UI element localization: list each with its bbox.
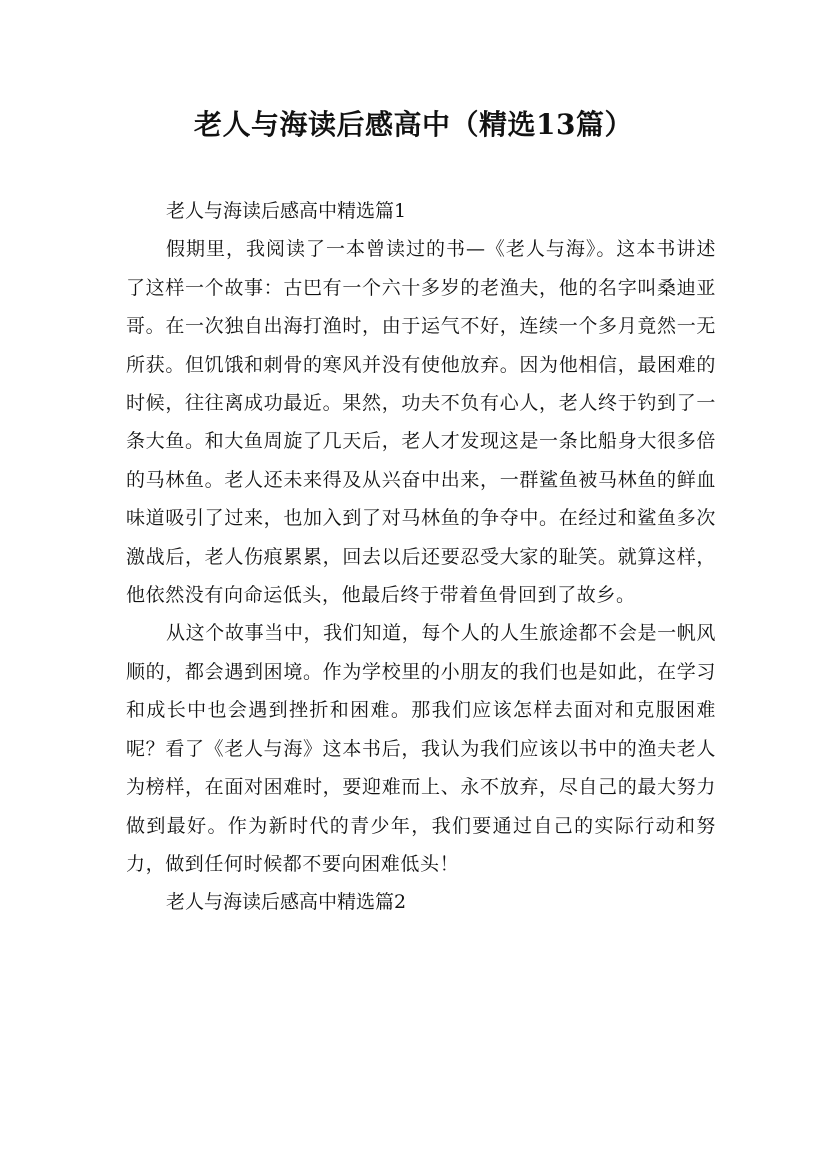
document-title: 老人与海读后感高中（精选13篇） bbox=[194, 108, 633, 141]
section-heading-1: 老人与海读后感高中精选篇1 bbox=[166, 200, 407, 222]
paragraph-2: 从这个故事当中，我们知道，每个人的人生旅途都不会是一帆风顺的，都会遇到困境。作为学校里的小朋友的我们也是如此，在学习和成长中也会遇到挫折和困难。那我们应该怎样去面对和克服困难呢？看了《老人与海》这本书后，我认为我们应该以书中的渔夫老人为榜样，在面对困难时，要迎难而上、永不放弃，尽自己的最大努力做到最好。作为新时代的青少年，我们要通过自己的实际行动和努力，做到任何时候都不要向困难低头！ bbox=[126, 622, 716, 875]
document-body bbox=[126, 192, 716, 922]
section-heading-2: 老人与海读后感高中精选篇2 bbox=[166, 891, 407, 914]
paragraph-1: 假期里，我阅读了一本曾读过的书—《老人与海》。这本书讲述了这样一个故事：古巴有一个六十多岁的老渔夫，他的名字叫桑迪亚哥。在一次独自出海打渔时，由于运气不好，连续一个多月竟然一无所获。但饥饿和刺骨的寒风并没有使他放弃。因为他相信，最困难的时候，往往离成功最近。果然，功夫不负有心人，老人终于钓到了一条大鱼。和大鱼周旋了几天后，老人才发现这是一条比船身大很多倍的马林鱼。老人还未来得及从兴奋中出来，一群鲨鱼被马林鱼的鲜血味道吸引了过来，也加入到了对马林鱼的争夺中。在经过和鲨鱼多次激战后，老人伤痕累累，回去以后还要忍受大家的耻笑。就算这样，他依然没有向命运低头，他最后终于带着鱼骨回到了故乡。 bbox=[126, 238, 716, 607]
